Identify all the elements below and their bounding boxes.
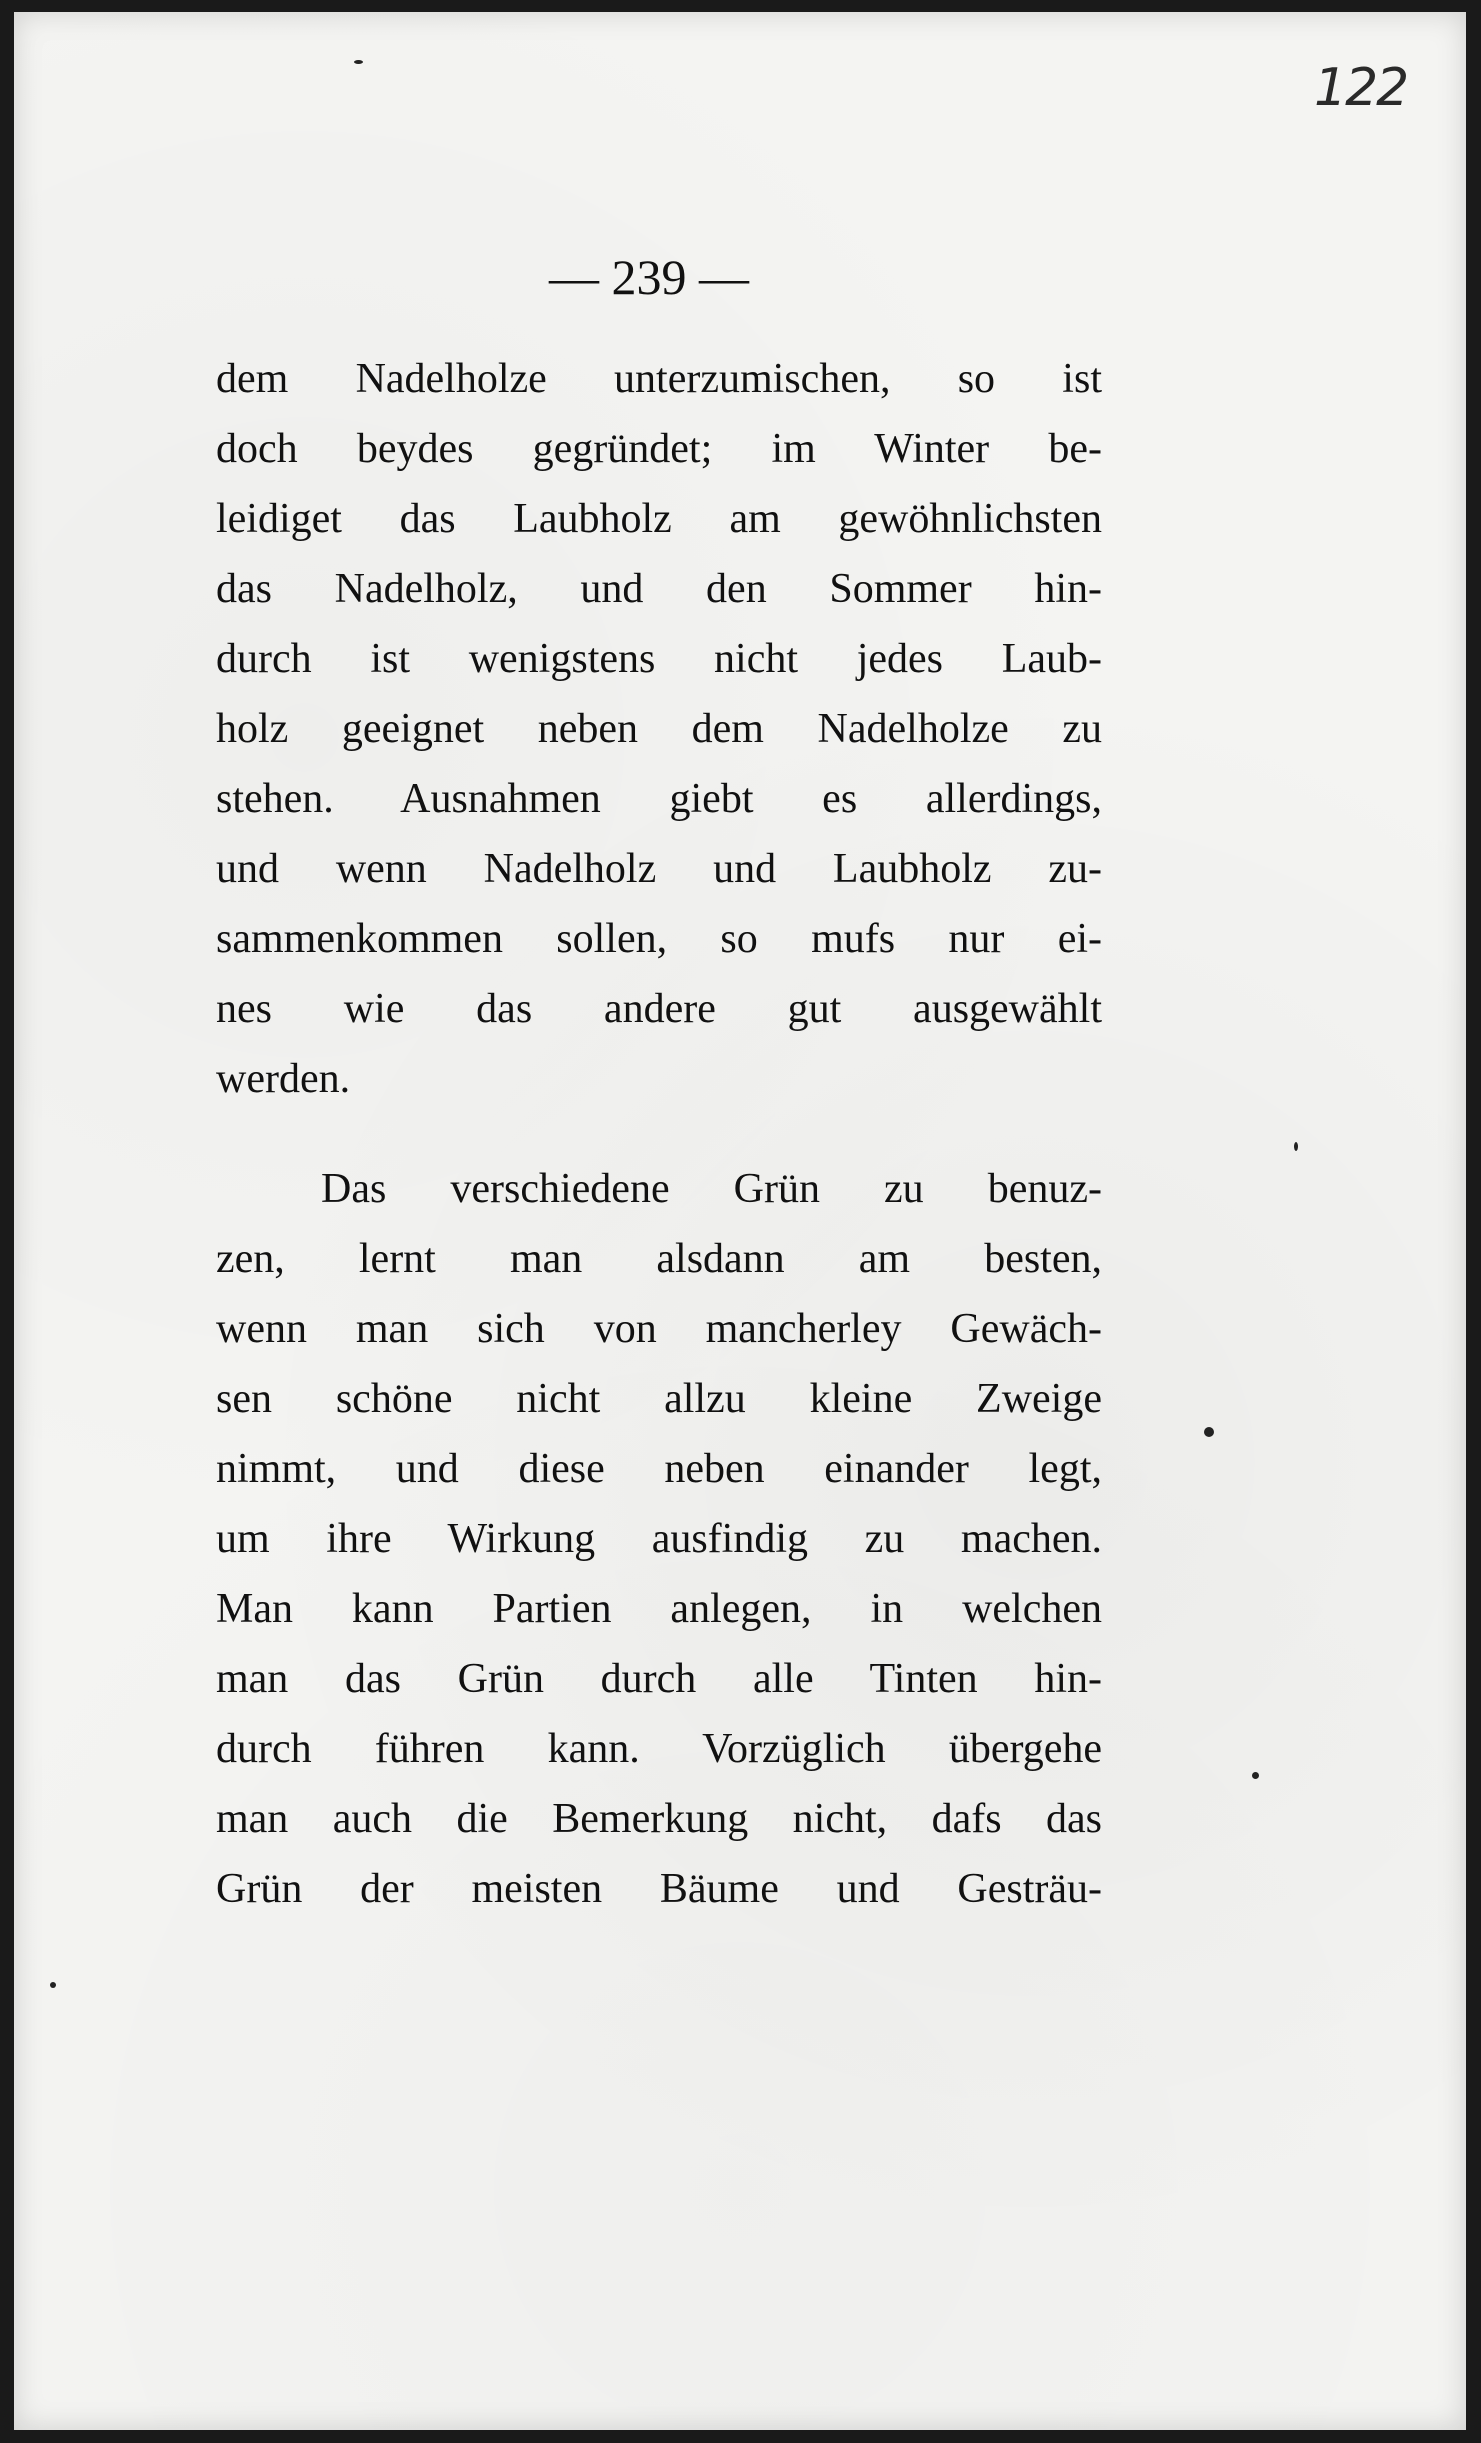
text-line: nes wie das andere gut ausgewählt (216, 986, 1102, 1032)
text-line: man auch die Bemerkung nicht, dafs das (216, 1796, 1102, 1842)
text-line: wenn man sich von mancherley Gewäch- (216, 1306, 1102, 1352)
ink-speck (1294, 1142, 1298, 1151)
page-number: — 239 — (549, 249, 749, 305)
text-line: zen, lernt man alsdann am besten, (216, 1236, 1102, 1282)
text-line: man das Grün durch alle Tinten hin- (216, 1656, 1102, 1702)
text-line: Das verschiedene Grün zu benuz- (321, 1166, 1102, 1212)
text-line: holz geeignet neben dem Nadelholze zu (216, 706, 1102, 752)
text-line: und wenn Nadelholz und Laubholz zu- (216, 846, 1102, 892)
text-line: sammenkommen sollen, so mufs nur ei- (216, 916, 1102, 962)
text-line: werden. (216, 1056, 351, 1102)
text-line: um ihre Wirkung ausfindig zu machen. (216, 1516, 1102, 1562)
text-line: das Nadelholz, und den Sommer hin- (216, 566, 1102, 612)
text-line: nimmt, und diese neben einander legt, (216, 1446, 1102, 1492)
ink-speck (50, 1982, 56, 1988)
ink-speck (354, 60, 363, 64)
ink-speck (1204, 1427, 1214, 1437)
text-line: sen schöne nicht allzu kleine Zweige (216, 1376, 1102, 1422)
text-line: durch ist wenigstens nicht jedes Laub- (216, 636, 1102, 682)
text-line: leidiget das Laubholz am gewöhnlichsten (216, 496, 1102, 542)
text-line: Man kann Partien anlegen, in welchen (216, 1586, 1102, 1632)
text-line: durch führen kann. Vorzüglich übergehe (216, 1726, 1102, 1772)
text-line: stehen. Ausnahmen giebt es allerdings, (216, 776, 1102, 822)
text-line: dem Nadelholze unterzumischen, so ist (216, 356, 1102, 402)
ink-speck (1252, 1772, 1259, 1779)
book-page (14, 12, 1466, 2430)
handwritten-archive-number: 122 (1314, 58, 1408, 118)
text-line: doch beydes gegründet; im Winter be- (216, 426, 1102, 472)
paragraph-1 (216, 344, 1102, 1114)
paragraph-2 (216, 1154, 1102, 1924)
text-line: Grün der meisten Bäume und Gesträu- (216, 1866, 1102, 1912)
